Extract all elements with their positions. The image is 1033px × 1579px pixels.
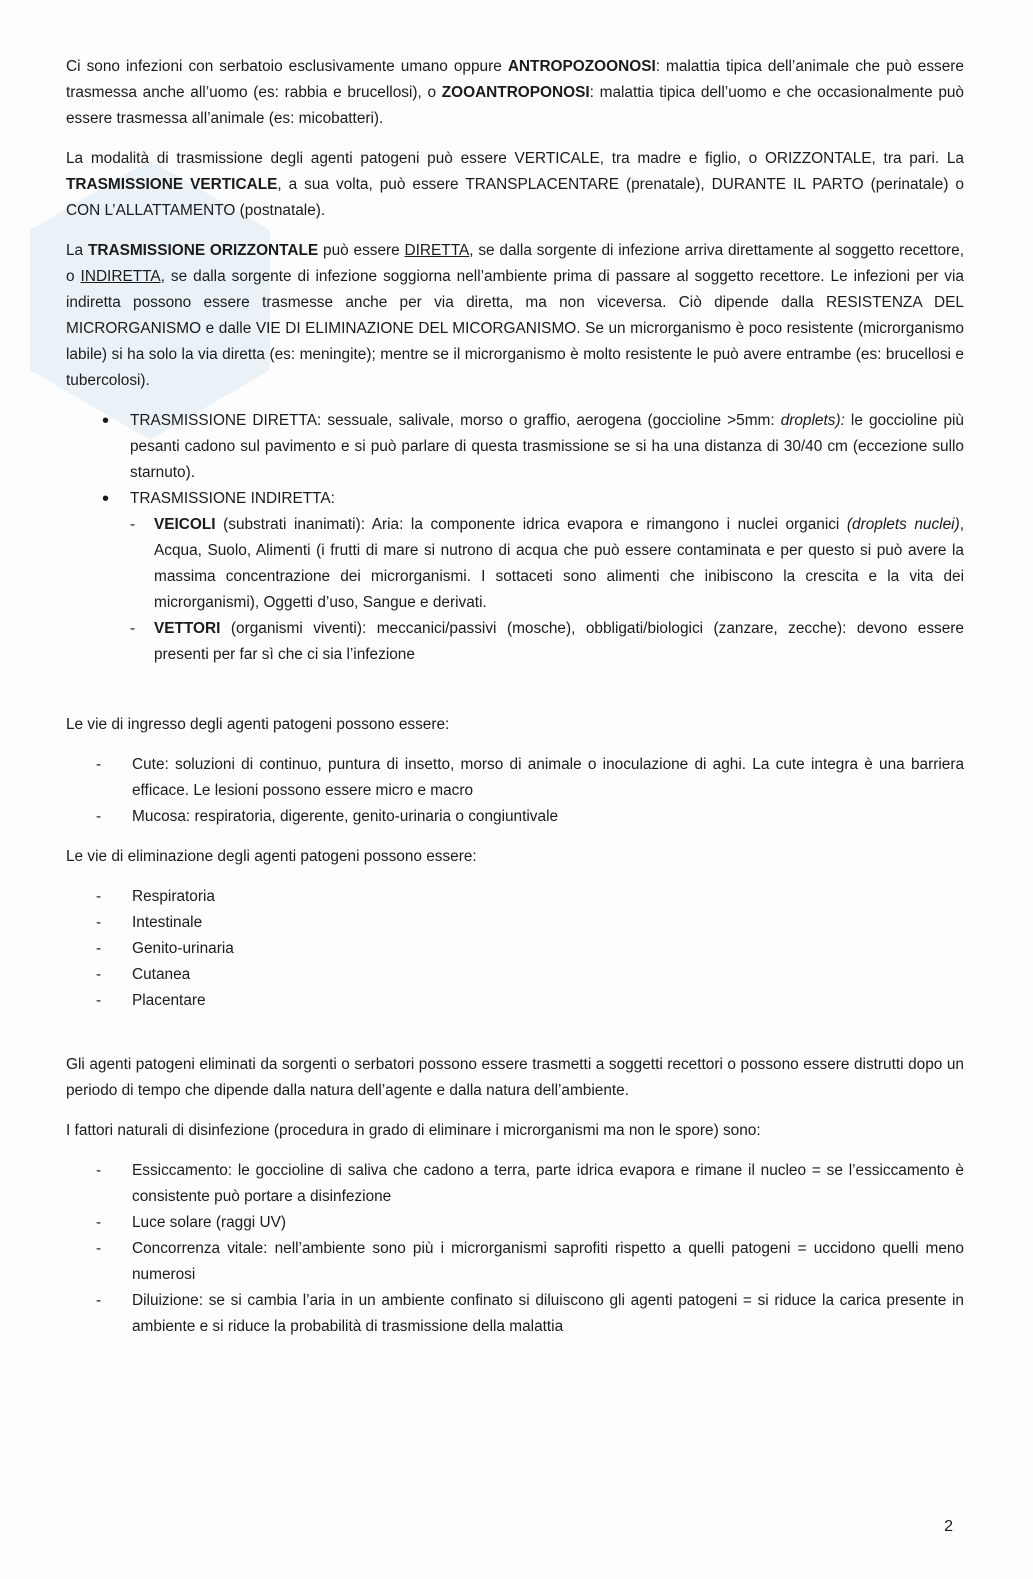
bullet-trasmissione-indiretta: • TRASMISSIONE INDIRETTA: - VEICOLI (substrati inanimati): Aria: la componente idrica evapora e rimangono i nuclei organici (droplets nuclei), Acqua, Suolo, Alimenti (i frutti di mare si nutrono di acqua che può essere contaminata e per questo si può avere la massima concentrazione dei microrganismi. I sottaceti sono alimenti che inibiscono la crescita e la vita dei microrganismi), Oggetti d’uso, Sangue e derivati. - VETTORI (organismi viventi): meccanici/passivi (mosche), obbligati/biologici (zanzare, zecche): devono essere presenti per far sì che ci sia l’infezione <box>102 486 964 668</box>
list-item: - Luce solare (raggi UV) <box>96 1210 964 1236</box>
bullet-trasmissione-diretta: • TRASMISSIONE DIRETTA: sessuale, salivale, morso o graffio, aerogena (goccioline >5mm: droplets): le goccioline più pesanti cadono sul pavimento e si può parlare di questa trasmissione se si ha una distanza di 30/40 cm (eccezione sullo starnuto). <box>102 408 964 486</box>
term-diretta: DIRETTA <box>404 242 470 259</box>
list-item: - Mucosa: respiratoria, digerente, genito-urinaria o congiuntivale <box>96 804 964 830</box>
page-number: 2 <box>944 1518 953 1535</box>
list-item: - Concorrenza vitale: nell’ambiente sono più i microrganismi saprofiti rispetto a quelli patogeni = uccidono quelli meno numerosi <box>96 1236 964 1288</box>
paragraph-trasmissione-verticale: La modalità di trasmissione degli agenti patogeni può essere VERTICALE, tra madre e figlio, o ORIZZONTALE, tra pari. La TRASMISSIONE VERTICALE, a sua volta, può essere TRANSPLACENTARE (prenatale), DURANTE IL PARTO (perinatale) o CON L’ALLATTAMENTO (postnatale). <box>66 150 964 219</box>
paragraph-agenti-eliminati: Gli agenti patogeni eliminati da sorgenti o serbatori possono essere trasmetti a soggetti recettori o possono essere distrutti dopo un periodo di tempo che dipende dalla natura dell’agente e dalla natura dell’ambiente. <box>66 1056 964 1099</box>
list-item: - Cutanea <box>96 962 964 988</box>
list-vie-eliminazione <box>66 884 964 1014</box>
list-fattori-disinfezione <box>66 1158 964 1340</box>
term-trasmissione-orizzontale: TRASMISSIONE ORIZZONTALE <box>87 242 319 259</box>
list-item: - Essiccamento: le goccioline di saliva che cadono a terra, parte idrica evapora e rimane il nucleo = se l’essiccamento è consistente può portare a disinfezione <box>96 1158 964 1210</box>
list-item: - Cute: soluzioni di continuo, puntura di insetto, morso di animale o inoculazione di aghi. La cute integra è una barriera efficace. Le lesioni possono essere micro e macro <box>96 752 964 804</box>
paragraph-trasmissione-orizzontale: La TRASMISSIONE ORIZZONTALE può essere DIRETTA, se dalla sorgente di infezione arriva direttamente al soggetto recettore, o INDIRETTA, se dalla sorgente di infezione soggiorna nell’ambiente prima di passare al soggetto recettore. Le infezioni per via indiretta possono essere trasmesse anche per via diretta, ma non viceversa. Ciò dipende dalla RESISTENZA DEL MICRORGANISMO e dalle VIE DI ELIMINAZIONE DEL MICORGANISMO. Se un microrganismo è poco resistente (microrganismo labile) si ha solo la via diretta (es: meningite); mentre se il microrganismo è molto resistente le può avere entrambe (es: brucellosi e tubercolosi). <box>66 242 964 389</box>
term-zooantroponosi: ZOOANTROPONOSI <box>441 84 590 101</box>
paragraph-vie-eliminazione: Le vie di eliminazione degli agenti patogeni possono essere: <box>66 848 477 865</box>
list-vie-ingresso <box>66 752 964 830</box>
paragraph-vie-ingresso: Le vie di ingresso degli agenti patogeni possono essere: <box>66 716 450 733</box>
list-item: - Genito-urinaria <box>96 936 964 962</box>
list-item: - Respiratoria <box>96 884 964 910</box>
list-item: - Diluizione: se si cambia l’aria in un ambiente confinato si diluiscono gli agenti patogeni = si riduce la carica presente in ambiente e si riduce la probabilità di trasmissione della malattia <box>96 1288 964 1340</box>
sublist-indiretta <box>130 512 964 668</box>
paragraph-serbatoio: Ci sono infezioni con serbatoio esclusivamente umano oppure ANTROPOZOONOSI: malattia tipica dell’animale che può essere trasmessa anche all’uomo (es: rabbia e brucellosi), o ZOOANTROPONOSI: malattia tipica dell’uomo e che occasionalmente può essere trasmessa all’animale (es: micobatteri). <box>66 58 964 127</box>
list-item: - Intestinale <box>96 910 964 936</box>
list-item: - Placentare <box>96 988 964 1014</box>
term-antropozoonosi: ANTROPOZOONOSI <box>507 58 656 75</box>
term-trasmissione-verticale: TRASMISSIONE VERTICALE <box>66 176 278 193</box>
bullet-list-trasmissione <box>66 408 964 668</box>
term-indiretta: INDIRETTA <box>80 268 161 285</box>
sub-item-vettori: - VETTORI (organismi viventi): meccanici/passivi (mosche), obbligati/biologici (zanzare, zecche): devono essere presenti per far sì che ci sia l’infezione <box>130 616 964 668</box>
document-body <box>66 54 964 1354</box>
sub-item-veicoli: - VEICOLI (substrati inanimati): Aria: la componente idrica evapora e rimangono i nuclei organici (droplets nuclei), Acqua, Suolo, Alimenti (i frutti di mare si nutrono di acqua che può essere contaminata e per questo si può avere la massima concentrazione dei microrganismi. I sottaceti sono alimenti che inibiscono la crescita e la vita dei microrganismi), Oggetti d’uso, Sangue e derivati. <box>130 512 964 616</box>
paragraph-fattori-disinfezione: I fattori naturali di disinfezione (procedura in grado di eliminare i microrganismi ma non le spore) sono: <box>66 1122 761 1139</box>
